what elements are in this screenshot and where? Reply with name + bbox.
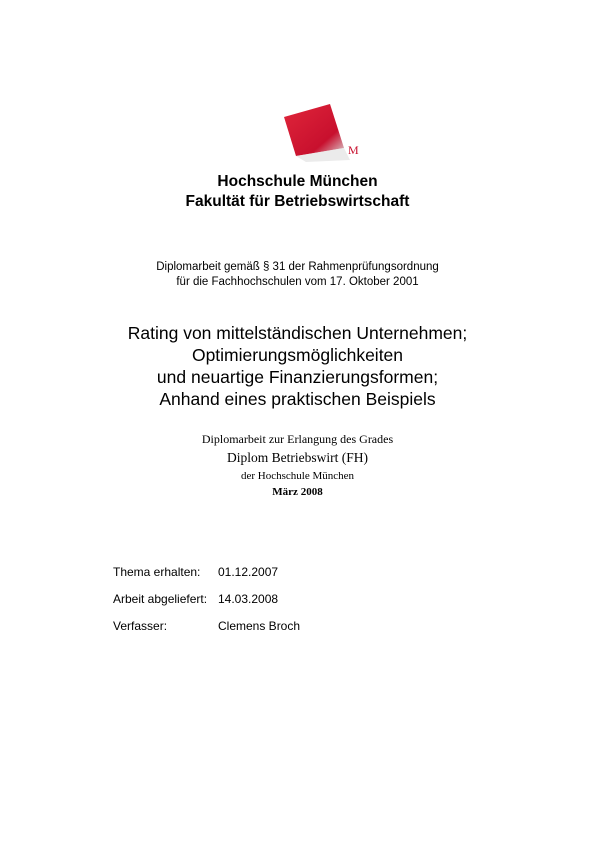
info-label: Arbeit abgeliefert: [113,592,208,606]
degree-title: Diplom Betriebswirt (FH) [227,450,368,465]
thesis-title-line-4: Anhand eines praktischen Beispiels [159,389,436,409]
info-row-topic-received [113,563,300,590]
info-label: Verfasser: [113,619,168,633]
info-row-submitted [113,590,300,617]
degree-date: März 2008 [272,486,323,498]
regulation-line-1: Diplomarbeit gemäß § 31 der Rahmenprüfungsordnung [156,261,439,273]
school-header [0,172,595,212]
info-value: 14.03.2008 [218,592,279,606]
degree-purpose: Diplomarbeit zur Erlangung des Grades [201,432,394,446]
logo-square-shape [284,104,344,156]
info-value: 01.12.2007 [218,565,279,579]
thesis-title-line-1: Rating von mittelständischen Unternehmen; [127,323,468,343]
thesis-info [113,563,300,644]
info-row-author [113,617,300,644]
logo-graphic [268,104,368,164]
regulation-note [0,260,595,290]
school-name: Hochschule München [217,173,378,190]
degree-block [0,431,595,501]
info-value: Clemens Broch [218,619,301,633]
thesis-title-line-2: Optimierungsmöglichkeiten [191,345,404,365]
university-logo [268,104,368,164]
degree-institution: der Hochschule München [240,470,355,482]
info-label: Thema erhalten: [113,565,201,579]
faculty-name: Fakultät für Betriebswirtschaft [185,193,410,210]
thesis-title-line-3: und neuartige Finanzierungsformen; [156,367,439,387]
regulation-line-2: für die Fachhochschulen vom 17. Oktober 2001 [176,276,419,288]
logo-letter: M [348,143,359,157]
thesis-title [0,322,595,410]
